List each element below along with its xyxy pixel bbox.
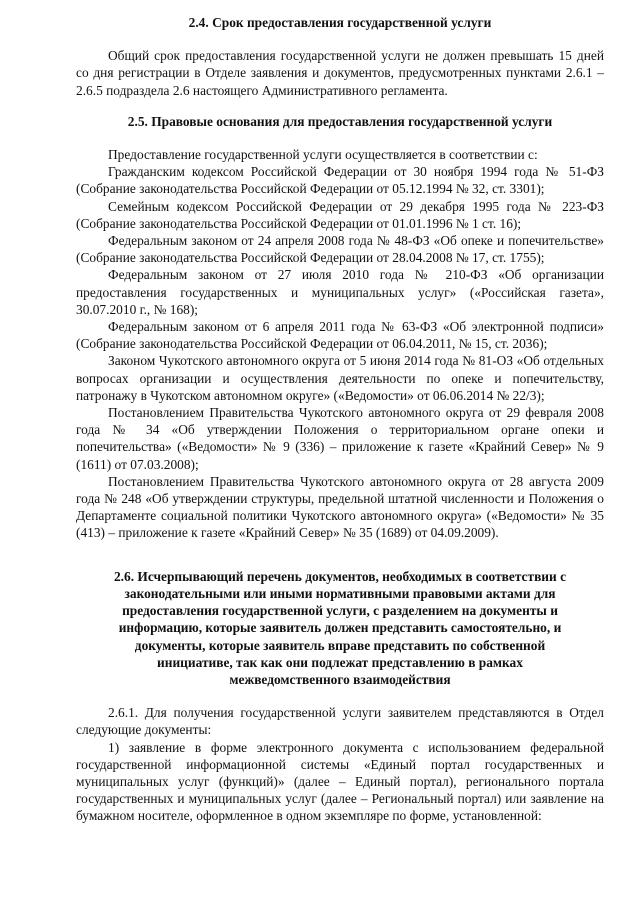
paragraph: Федеральным законом от 27 июля 2010 года № 210-ФЗ «Об организации предоставления государственных и муниципальных услуг» («Российская газета», 30.07.2010 г., № 168);: [76, 267, 604, 317]
paragraph: 1) заявление в форме электронного документа с использованием федеральной государственной информационной системы «Единый портал государственных и муниципальных услуг (функций)» (далее – Единый портал), регионального портала государственных и муниципальных услуг (далее – Региональный портал) или заявление на бумажном носителе, оформленное в одном экземпляре по форме, установленной:: [76, 739, 604, 824]
paragraph: Законом Чукотского автономного округа от 5 июня 2014 года № 81-ОЗ «Об отдельных вопросах организации и осуществления деятельности по опеке и попечительству, патронажу в Чукотском автономном округе» («Ведомости» от 06.06.2014 № 22/3);: [76, 353, 604, 403]
section-2-5-body: [76, 146, 604, 542]
section-2-4-body: [76, 47, 604, 99]
paragraph: 2.6.1. Для получения государственной услуги заявителем представляются в Отдел следующие документы:: [76, 705, 604, 738]
section-2-5-heading: 2.5. Правовые основания для предоставления государственной услуги: [127, 113, 553, 129]
section-2-6-body: [76, 704, 604, 824]
paragraph: Федеральным законом от 6 апреля 2011 года № 63-ФЗ «Об электронной подписи» (Собрание законодательства Российской Федерации от 06.04.2011, № 15, ст. 2036);: [76, 319, 604, 352]
paragraph: Постановлением Правительства Чукотского автономного округа от 28 августа 2009 года № 248 «Об утверждении структуры, предельной штатной численности и Положения о Департаменте социальной политики Чукотского автономного округа» («Ведомости» № 35 (413) – приложение к газете «Крайний Север» № 35 (1689) от 04.09.2009).: [76, 473, 604, 541]
paragraph: Предоставление государственной услуги осуществляется в соответствии с:: [108, 147, 538, 163]
section-2-4-heading: 2.4. Срок предоставления государственной услуги: [188, 15, 492, 30]
section-2-6-heading: 2.6. Исчерпывающий перечень документов, необходимых в соответствии с законодательными или иными нормативными правовыми актами для предоставления государственной услуги, с разделением на документы и информацию, которые заявитель должен представить самостоятельно, и документы, которые заявитель вправе представить по собственной инициативе, так как они подлежат представлению в рамках межведомственного взаимодействия: [113, 568, 567, 687]
paragraph: Федеральным законом от 24 апреля 2008 года № 48-ФЗ «Об опеке и попечительстве» (Собрание законодательства Российской Федерации от 28.04.2008 № 17, ст. 1755);: [76, 233, 604, 266]
paragraph: Семейным кодексом Российской Федерации от 29 декабря 1995 года № 223-ФЗ (Собрание законодательства Российской Федерации от 01.01.1996 № 1 ст. 16);: [76, 198, 604, 231]
paragraph: Общий срок предоставления государственной услуги не должен превышать 15 дней со дня регистрации в Отделе заявления и документов, предусмотренных пунктами 2.6.1 – 2.6.5 подраздела 2.6 настоящего Административного регламента.: [76, 48, 604, 98]
paragraph: Постановлением Правительства Чукотского автономного округа от 29 февраля 2008 года № 34 «Об утверждении Положения о территориальном органе опеки и попечительства» («Ведомости» № 9 (336) – приложение к газете «Крайний Север» № 9 (1611) от 07.03.2008);: [76, 405, 604, 472]
paragraph: Гражданским кодексом Российской Федерации от 30 ноября 1994 года № 51-ФЗ (Собрание законодательства Российской Федерации от 05.12.1994 № 32, ст. 3301);: [76, 164, 604, 197]
